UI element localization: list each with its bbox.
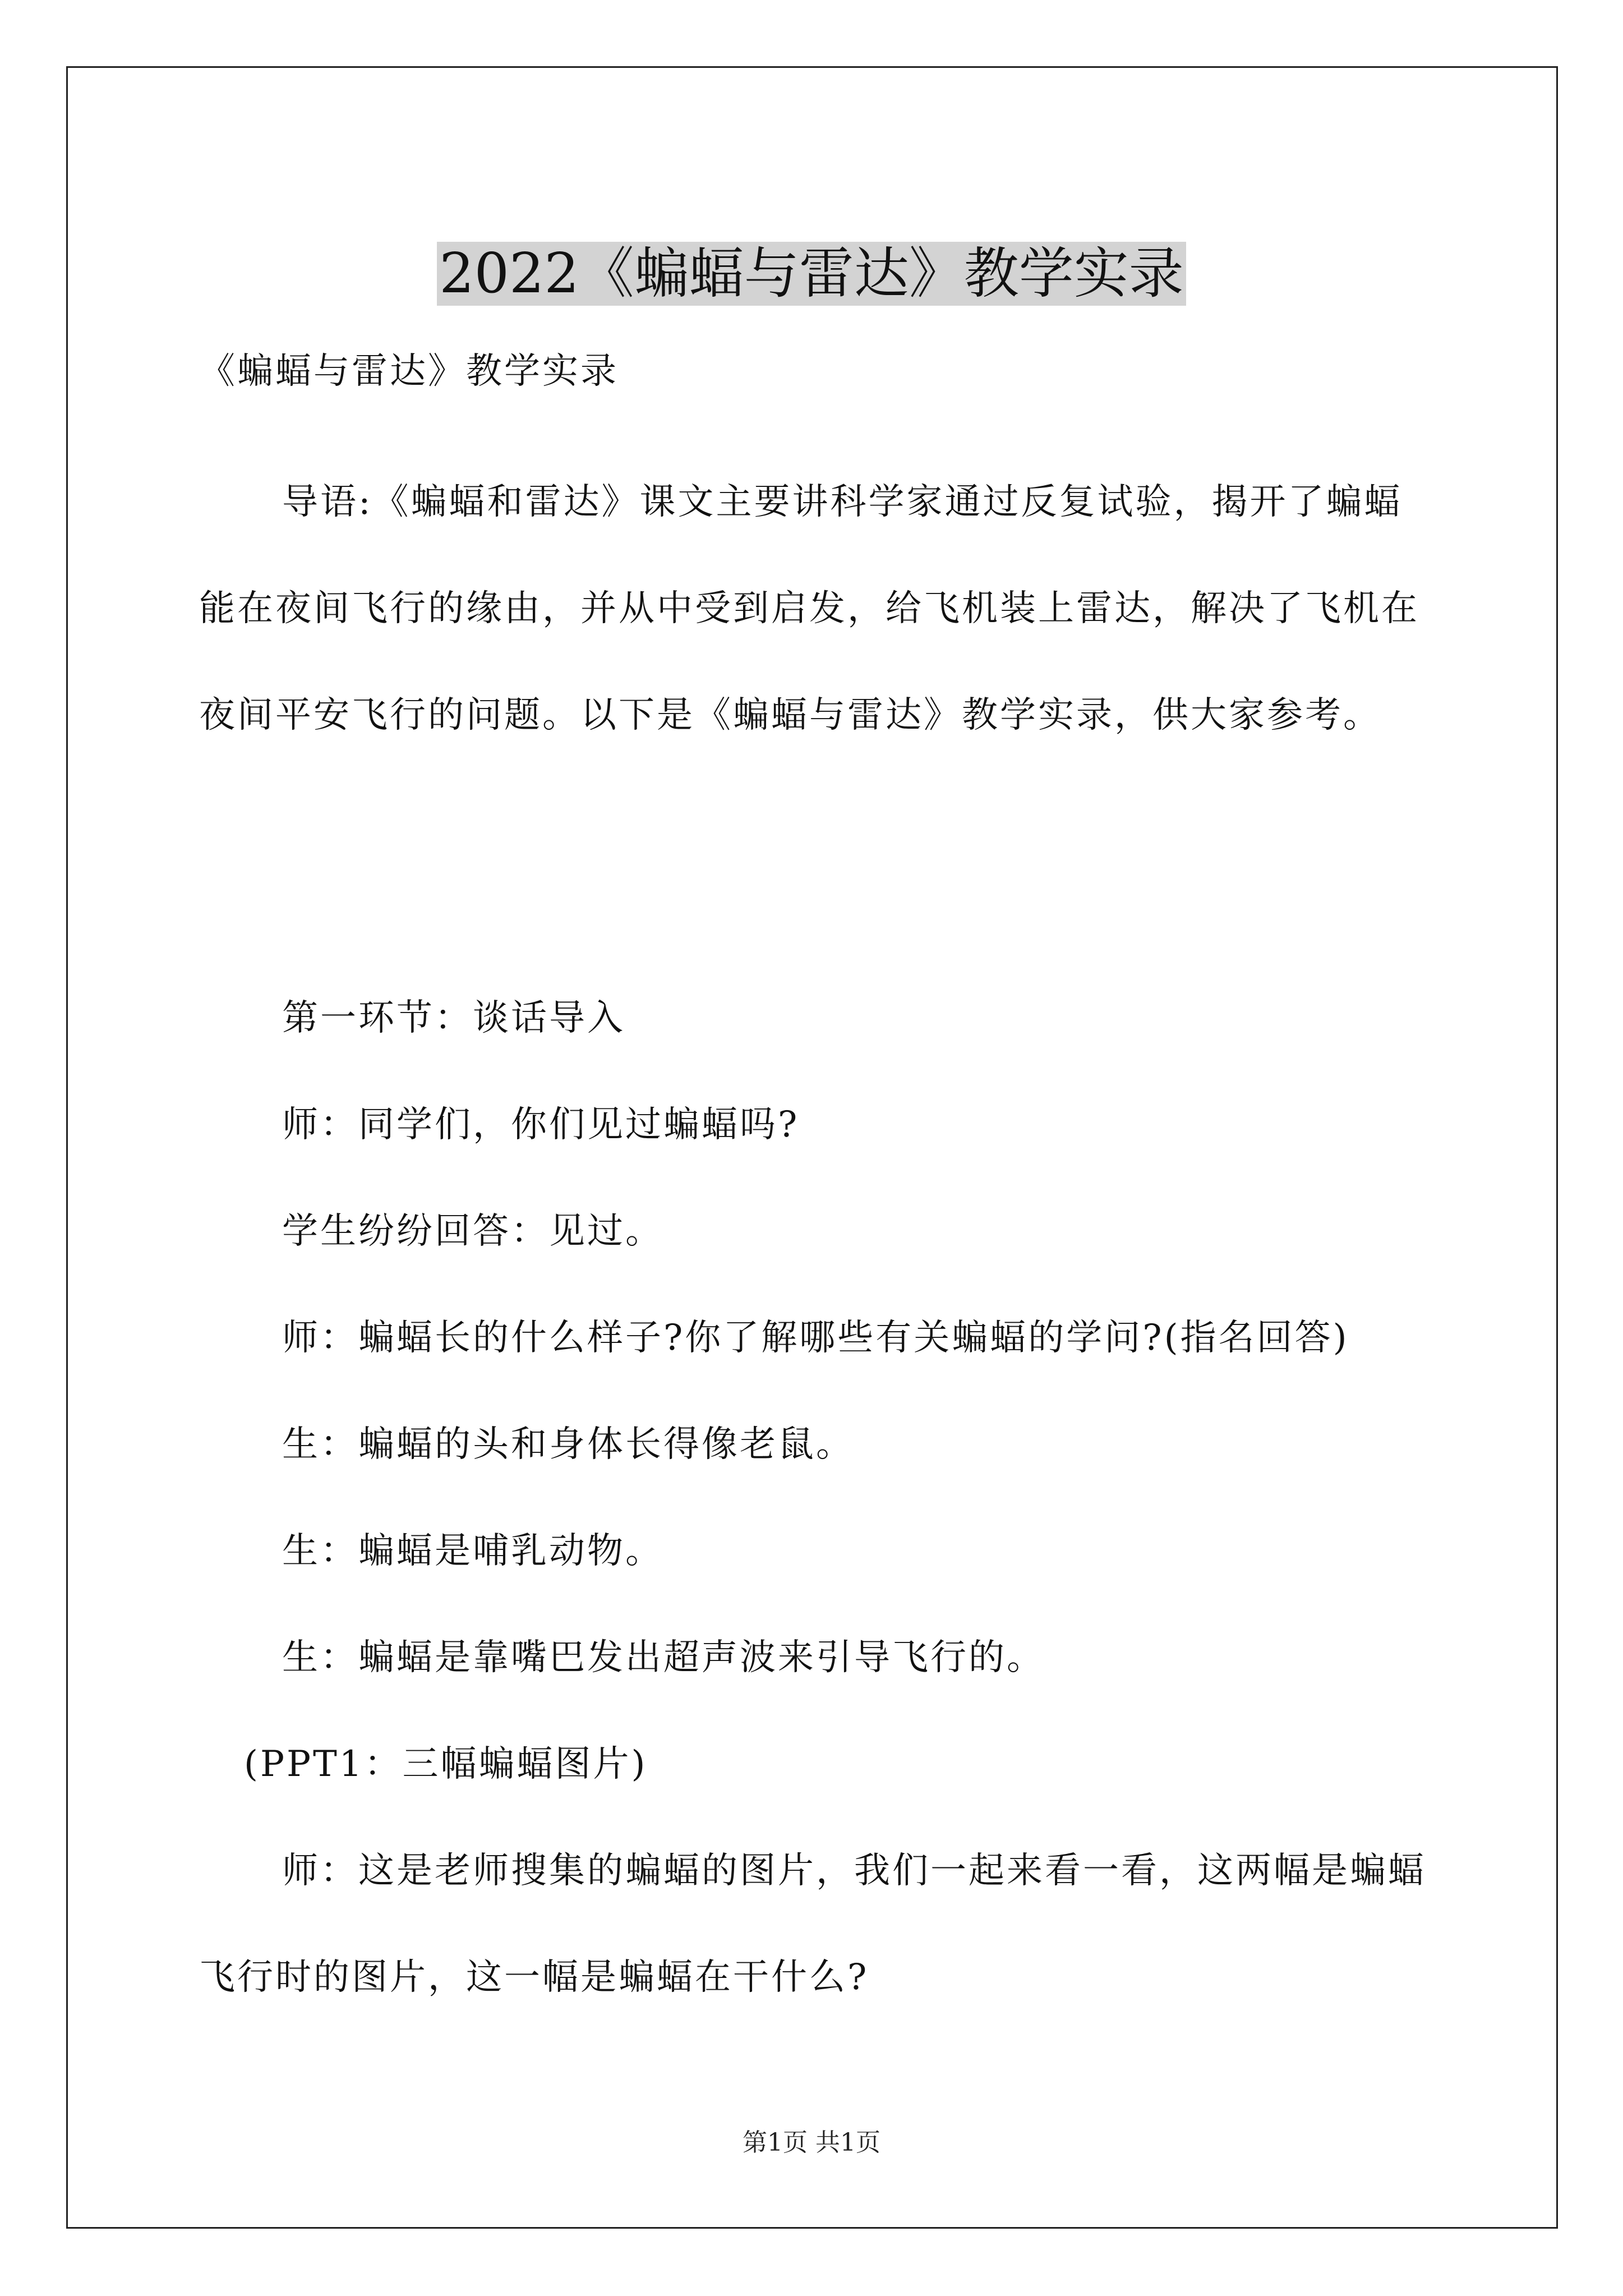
transcript-line: 生：蝙蝠的头和身体长得像老鼠。 bbox=[282, 1424, 854, 1465]
document-title-text: 2022《蝙蝠与雷达》教学实录 bbox=[437, 242, 1186, 306]
transcript-line: 师：蝙蝠长的什么样子?你了解哪些有关蝙蝠的学问?(指名回答) bbox=[282, 1317, 1349, 1359]
transcript-line: 师：这是老师搜集的蝙蝠的图片，我们一起来看一看，这两幅是蝙蝠飞行时的图片，这一幅是蝙蝠在干什么? bbox=[199, 1850, 1426, 1998]
transcript-line: (PPT1：三幅蝙蝠图片) bbox=[244, 1743, 648, 1785]
section-heading: 第一环节：谈话导入 bbox=[282, 997, 625, 1039]
lesson-transcript bbox=[199, 965, 1427, 2031]
document-title bbox=[0, 234, 1623, 313]
intro-paragraph: 导语:《蝙蝠和雷达》课文主要讲科学家通过反复试验，揭开了蝙蝠能在夜间飞行的缘由，并从中受到启发，给飞机装上雷达，解决了飞机在夜间平安飞行的问题。以下是《蝙蝠与雷达》教学实录，供大家参考。 bbox=[199, 481, 1419, 736]
transcript-line: 学生纷纷回答：见过。 bbox=[282, 1211, 663, 1252]
transcript-line: 生：蝙蝠是靠嘴巴发出超声波来引导飞行的。 bbox=[282, 1637, 1045, 1678]
document-subtitle: 《蝙蝠与雷达》教学实录 bbox=[199, 351, 619, 392]
transcript-line: 师：同学们，你们见过蝙蝠吗? bbox=[282, 1104, 800, 1145]
transcript-line: 生：蝙蝠是哺乳动物。 bbox=[282, 1530, 663, 1572]
page-footer: 第1页 共1页 bbox=[743, 2128, 880, 2157]
intro-section bbox=[199, 449, 1427, 769]
